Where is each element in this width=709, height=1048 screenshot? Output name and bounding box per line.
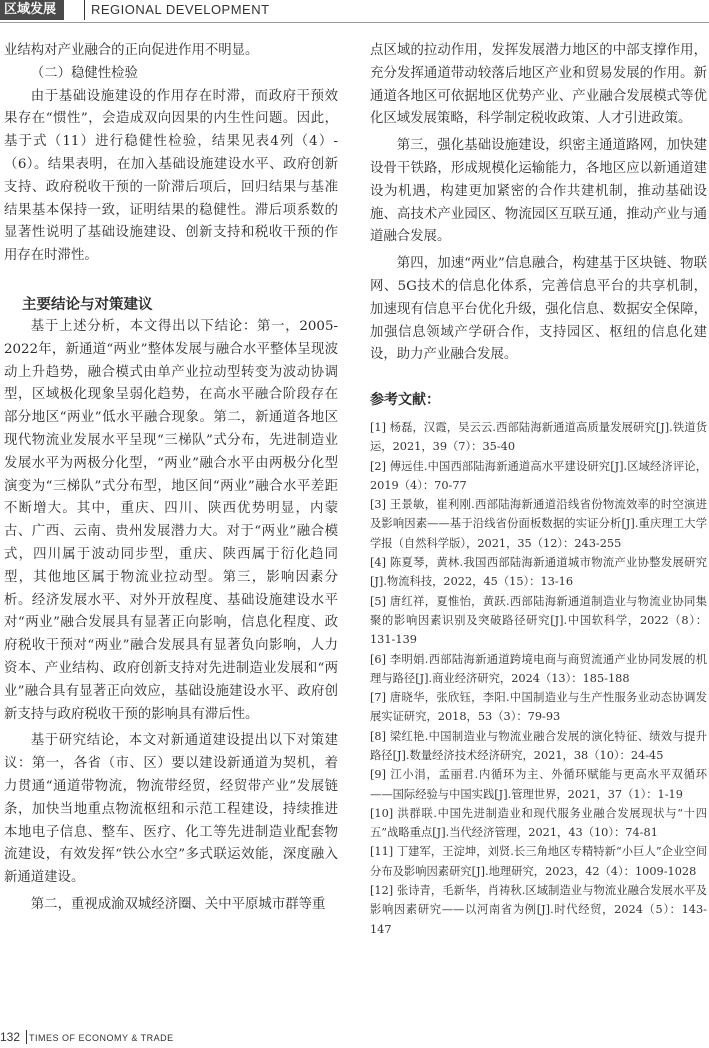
left-column: [4, 40, 338, 917]
section-label: 区域发展: [0, 0, 64, 20]
reference-item: [10] 洪群联.中国先进制造业和现代服务业融合发展现状与“十四五”战略重点[J].当代经济管理，2021，43（10）：74-81: [370, 806, 707, 840]
reference-item: [1] 杨磊，汉霞，吴云云.西部陆海新通道高质量发展研究[J].铁道货运，2021，39（7）：35-40: [370, 420, 707, 454]
section-label-english: REGIONAL DEVELOPMENT: [84, 0, 270, 20]
reference-item: [6] 李明娟.西部陆海新通道跨境电商与商贸流通产业协同发展的机理与路径[J].商业经济研究，2024（13）：185-188: [370, 652, 707, 685]
page-number: 132: [0, 1030, 27, 1044]
paragraph: 第四，加速“两业”信息融合，构建基于区块链、物联网、5G技术的信息化体系，完善信息平台的共享机制，加速现有信息平台优化升级，强化信息、数据安全保障，加强信息领域产学研合作，支持园区、枢纽的信息化建设，助力产业融合发展。: [370, 256, 707, 363]
reference-item: [9] 江小涓，孟丽君.内循环为主、外循环赋能与更高水平双循环——国际经验与中国实践[J].管理世界，2021，37（1）：1-19: [370, 768, 707, 801]
paragraph: 基于研究结论，本文对新通道建设提出以下对策建议：第一，各省（市、区）要以建设新通道为契机，着力贯通“通道带物流，物流带经贸，经贸带产业”发展链条，加快当地重点物流枢纽和示范工程建设，持续推进本地电子信息、整车、医疗、化工等先进制造业配套物流建设，有效发挥“铁公水空”多式联运效能，深度融入新通道建设。: [4, 733, 338, 886]
reference-item: [7] 唐晓华，张欣钰，李阳.中国制造业与生产性服务业动态协调发展实证研究，2018，53（3）：79-93: [370, 691, 707, 724]
page-header: [0, 0, 709, 22]
reference-item: [3] 王景敏，崔利刚.西部陆海新通道沿线省份物流效率的时空演进及影响因素——基于沿线省份面板数据的实证分析[J].重庆理工大学学报（自然科学版），2021，35（12）：243-255: [370, 498, 707, 550]
reference-list: [370, 418, 707, 939]
references-heading: 参考文献：: [370, 392, 440, 409]
subheading: （二）稳健性检验: [30, 65, 138, 81]
paragraph: 第二，重视成渝双城经济圈、关中平原城市群等重: [30, 896, 326, 912]
paragraph: 业结构对产业融合的正向促进作用不明显。: [4, 43, 259, 58]
right-column: [370, 40, 707, 939]
reference-item: [11] 丁建军，王淀坤，刘贤.长三角地区专精特新“小巨人”企业空间分布及影响因素研究[J].地理研究，2023，42（4）：1009-1028: [370, 845, 707, 878]
reference-item: [12] 张诗青，毛新华，肖祷秋.区域制造业与物流业融合发展水平及影响因素研究——以河南省为例[J].时代经贸，2024（5）：143-147: [370, 884, 707, 936]
header-divider: [0, 22, 709, 23]
journal-name: TIMES OF ECONOMY & TRADE: [29, 1033, 174, 1043]
paragraph: 第三，强化基础设施建设，织密主通道路网，加快建设骨干铁路，形成规模化运输能力，各地区应以新通道建设为机遇，构建更加紧密的合作共建机制，推动基础设施、高技术产业园区、物流园区互联互通，推动产业与通道融合发展。: [370, 138, 707, 245]
section-heading: 主要结论与对策建议: [22, 296, 153, 313]
reference-item: [2] 傅远佳.中国西部陆海新通道高水平建设研究[J].区域经济评论，2019（4）：70-77: [370, 459, 707, 492]
paragraph: 基于上述分析，本文得出以下结论：第一，2005-2022年，新通道“两业”整体发展与融合水平整体呈现波动上升趋势，融合模式由单产业拉动型转变为波动协调型，区域极化现象呈弱化趋势，在高水平融合阶段存在部分地区“两业”低水平融合现象。第二，新通道各地区现代物流业发展水平呈现“三梯队”式分布，先进制造业发展水平为两极分化型，“两业”融合水平由两极分化型演变为“三梯队”式分布型，地区间“两业”融合水平差距不断增大。其中，重庆、四川、陕西优势明显，内蒙古、广西、云南、贵州发展潜力大。对于“两业”融合模式，四川属于波动同步型，重庆、陕西属于衍化趋同型，其他地区属于物流业拉动型。第三，影响因素分析。经济发展水平、对外开放程度、基础设施建设水平对“两业”融合发展具有显著正向影响，信息化程度、政府税收干预对“两业”融合发展具有显著负向影响，人力资本、产业结构、政府创新支持对先进制造业发展和“两业”融合具有显著正向效应，基础设施建设水平、政府创新支持与政府税收干预的影响具有滞后性。: [4, 318, 338, 722]
paragraph: 点区域的拉动作用，发挥发展潜力地区的中部支撑作用，充分发挥通道带动较落后地区产业和贸易发展的作用。新通道各地区可依据地区优势产业、产业融合发展模式等优化区域发展策略，科学制定税收政策、人才引进政策。: [370, 43, 707, 127]
paragraph: 由于基础设施建设的作用存在时滞，而政府干预效果存在“惯性”，会造成双向因果的内生性问题。因此，基于式（11）进行稳健性检验，结果见表4列（4）-（6）。结果表明，在加入基础设施建设水平、政府创新支持、政府税收干预的一阶滞后项后，回归结果与基准结果基本保持一致，证明结果的稳健性。滞后项系数的显著性说明了基础设施建设、创新支持和税收干预的作用存在时滞性。: [4, 88, 338, 264]
page-footer: [0, 1030, 709, 1048]
reference-item: [4] 陈夏琴，黄林.我国西部陆海新通道城市物流产业协整发展研究[J].物流科技，2022，45（15）：13-16: [370, 556, 707, 589]
reference-item: [5] 唐红祥，夏惟怡，黄跃.西部陆海新通道制造业与物流业协同集聚的影响因素识别及突破路径研究[J].中国软科学，2022（8）：131-139: [370, 594, 707, 647]
reference-item: [8] 梁红艳.中国制造业与物流业融合发展的演化特征、绩效与提升路径[J].数量经济技术经济研究，2021，38（10）：24-45: [370, 729, 707, 762]
